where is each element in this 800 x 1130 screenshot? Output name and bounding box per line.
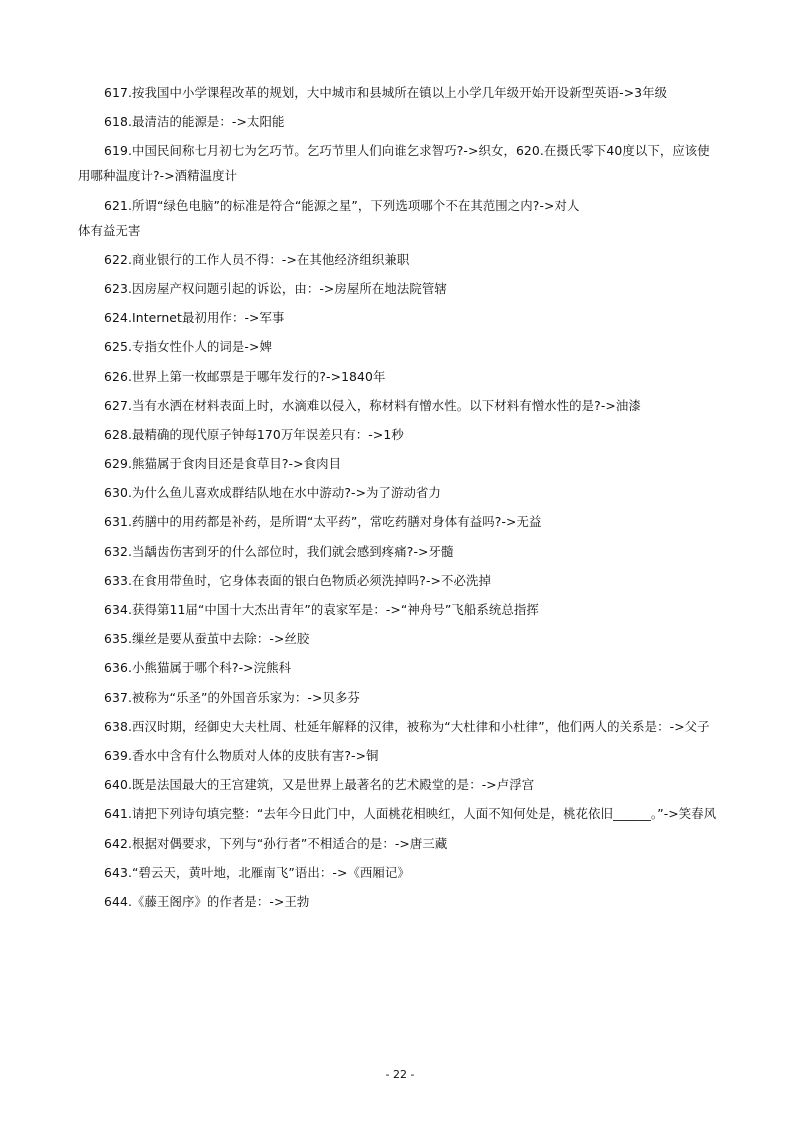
qa-entry: 624.Internet最初用作：->军事 bbox=[104, 310, 285, 326]
qa-entry: 621.所谓“绿色电脑”的标准是符合“能源之星”，下列选项哪个不在其范围之内?->对人 体有益无害 bbox=[78, 197, 580, 238]
qa-entry: 626.世界上第一枚邮票是于哪年发行的?->1840年 bbox=[104, 368, 386, 384]
qa-entry: 622.商业银行的工作人员不得：->在其他经济组织兼职 bbox=[104, 251, 410, 267]
qa-entry: 635.缫丝是要从蚕茧中去除：->丝胶 bbox=[104, 631, 310, 647]
qa-entry: 644.《藤王阁序》的作者是：->王勃 bbox=[104, 893, 310, 909]
qa-entry: 633.在食用带鱼时，它身体表面的银白色物质必须洗掉吗?->不必洗掉 bbox=[104, 572, 491, 588]
qa-entry: 637.被称为“乐圣”的外国音乐家为：->贝多芬 bbox=[104, 689, 360, 705]
qa-entry: 639.香水中含有什么物质对人体的皮肤有害?->铜 bbox=[104, 747, 379, 763]
qa-entry: 632.当龋齿伤害到牙的什么部位时，我们就会感到疼痛?->牙髓 bbox=[104, 543, 454, 559]
qa-entry: 641.请把下列诗句填完整：“去年今日此门中，人面桃花相映红，人面不知何处是，桃花依旧______。”->笑春风 bbox=[104, 806, 717, 822]
page-number: - 22 - bbox=[385, 1068, 415, 1081]
qa-entry: 629.熊猫属于食肉目还是食草目?->食肉目 bbox=[104, 456, 342, 472]
qa-entry: 634.获得第11届“中国十大杰出青年”的袁家军是：->“神舟号”飞船系统总指挥 bbox=[104, 602, 539, 617]
qa-entry: 619.中国民间称七月初七为乞巧节。乞巧节里人们向谁乞求智巧?->织女，620.在摄氏零下40度以下，应该使用哪种温度计?->酒精温度计 bbox=[78, 143, 710, 184]
qa-entry: 640.既是法国最大的王宫建筑，又是世界上最著名的艺术殿堂的是：->卢浮宫 bbox=[104, 777, 535, 793]
qa-entry: 617.按我国中小学课程改革的规划，大中城市和县城所在镇以上小学几年级开始开设新型英语->3年级 bbox=[104, 85, 668, 100]
qa-entry: 618.最清洁的能源是：->太阳能 bbox=[104, 114, 285, 130]
qa-entry: 623.因房屋产权问题引起的诉讼，由：->房屋所在地法院管辖 bbox=[104, 280, 447, 296]
document-body bbox=[78, 80, 718, 918]
qa-entry: 631.药膳中的用药都是补药，是所谓“太平药”，常吃药膳对身体有益吗?->无益 bbox=[104, 514, 542, 530]
qa-entry: 642.根据对偶要求，下列与“孙行者”不相适合的是：->唐三藏 bbox=[104, 835, 448, 851]
qa-entry: 643.“碧云天，黄叶地，北雁南飞”语出：->《西厢记》 bbox=[104, 864, 410, 880]
qa-entry: 630.为什么鱼儿喜欢成群结队地在水中游动?->为了游动省力 bbox=[104, 485, 442, 501]
qa-entry: 627.当有水洒在材料表面上时，水滴难以侵入，称材料有憎水性。以下材料有憎水性的是?->油漆 bbox=[104, 397, 641, 413]
qa-entry: 638.西汉时期，经御史大夫杜周、杜延年解释的汉律，被称为“大杜律和小杜律”，他们两人的关系是：->父子 bbox=[104, 718, 710, 734]
qa-entry: 625.专指女性仆人的词是->婢 bbox=[104, 339, 272, 355]
qa-entry: 636.小熊猫属于哪个科?->浣熊科 bbox=[104, 660, 292, 676]
qa-entry: 628.最精确的现代原子钟每170万年误差只有：->1秒 bbox=[104, 426, 404, 442]
